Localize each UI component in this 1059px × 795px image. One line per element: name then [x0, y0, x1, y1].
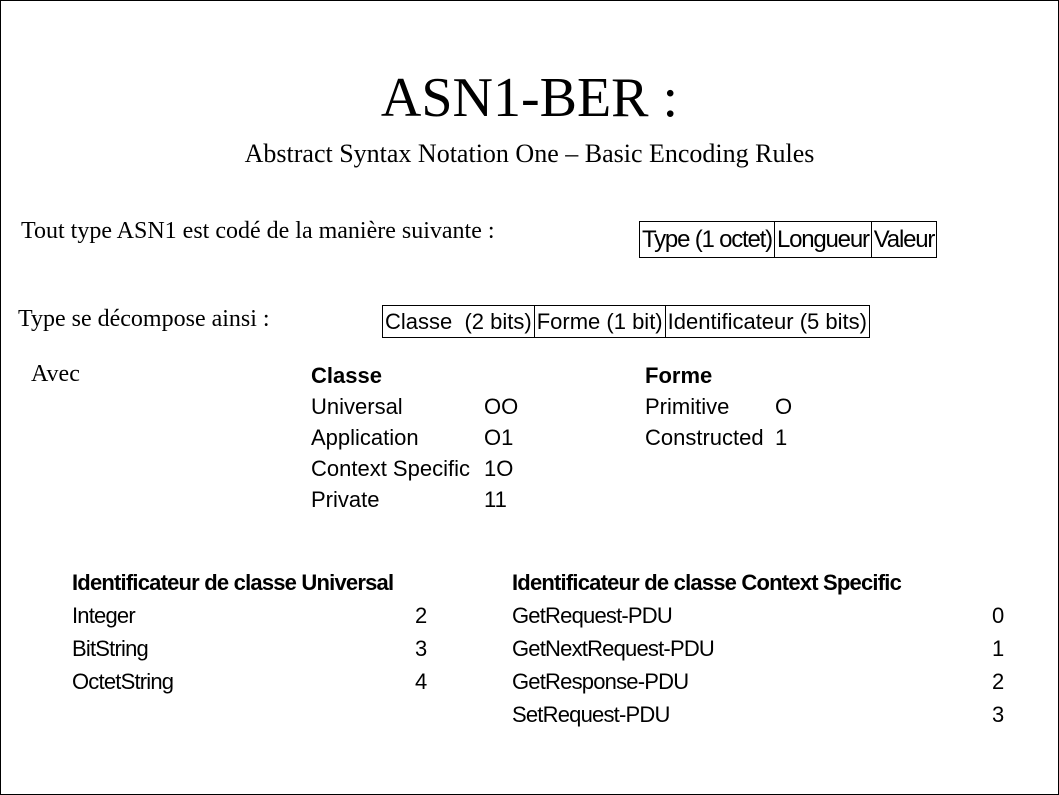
type-intro: Type se décompose ainsi :	[18, 306, 270, 332]
classe-name: Context Specific	[311, 456, 470, 481]
encoding-cell-length: Longueur	[775, 222, 872, 257]
universal-id-name: BitString	[72, 636, 148, 661]
context-id-row	[512, 632, 1003, 665]
context-id-code: 0	[992, 603, 1004, 628]
forme-row	[645, 391, 792, 422]
classe-name: Universal	[311, 394, 403, 419]
universal-id-header: Identificateur de classe Universal	[72, 570, 394, 595]
context-id-code: 2	[992, 669, 1004, 694]
classe-header: Classe	[311, 363, 382, 388]
universal-id-code: 3	[415, 636, 427, 661]
universal-id-row	[72, 632, 426, 665]
universal-id-table	[72, 566, 426, 698]
classe-row	[311, 422, 518, 453]
context-id-code: 1	[992, 636, 1004, 661]
forme-name: Constructed	[645, 425, 764, 450]
classe-code: 1O	[484, 456, 514, 481]
forme-code: 1	[775, 425, 788, 450]
classe-table	[311, 360, 518, 515]
classe-code: OO	[484, 394, 519, 419]
type-cell-class: Classe (2 bits)	[383, 306, 535, 337]
context-id-name: GetRequest-PDU	[512, 603, 672, 628]
universal-id-row	[72, 665, 426, 698]
context-id-header: Identificateur de classe Context Specific	[512, 570, 902, 595]
forme-header: Forme	[645, 363, 713, 388]
forme-row	[645, 422, 792, 453]
page-subtitle: Abstract Syntax Notation One – Basic Encoding Rules	[244, 139, 815, 168]
encoding-structure-box	[639, 221, 937, 258]
encoding-intro: Tout type ASN1 est codé de la manière suivante :	[21, 218, 495, 244]
encoding-cell-type: Type (1 octet)	[640, 222, 775, 257]
classe-row	[311, 453, 518, 484]
universal-id-code: 4	[415, 669, 427, 694]
encoding-cell-value: Valeur	[873, 226, 935, 253]
forme-code: O	[775, 394, 793, 419]
context-id-name: SetRequest-PDU	[512, 702, 670, 727]
classe-row	[311, 391, 518, 422]
type-structure-box	[382, 305, 870, 338]
type-cell-form: Forme (1 bit)	[535, 306, 666, 337]
universal-id-name: Integer	[72, 603, 135, 628]
classe-code: O1	[484, 425, 514, 450]
context-id-table	[512, 566, 1003, 731]
context-id-code: 3	[992, 702, 1004, 727]
context-id-row	[512, 599, 1003, 632]
classe-name: Application	[311, 425, 419, 450]
universal-id-code: 2	[415, 603, 427, 628]
universal-id-row	[72, 599, 426, 632]
classe-name: Private	[311, 487, 380, 512]
context-id-name: GetNextRequest-PDU	[512, 636, 715, 661]
forme-table	[645, 360, 792, 453]
classe-row	[311, 484, 518, 515]
context-id-row	[512, 698, 1003, 731]
context-id-row	[512, 665, 1003, 698]
context-id-name: GetResponse-PDU	[512, 669, 689, 694]
type-cell-identifier: Identificateur (5 bits)	[667, 309, 867, 334]
page-title: ASN1-BER :	[380, 67, 679, 129]
universal-id-name: OctetString	[72, 669, 174, 694]
forme-name: Primitive	[645, 394, 730, 419]
avec-label: Avec	[31, 361, 80, 387]
classe-code: 11	[484, 487, 507, 512]
